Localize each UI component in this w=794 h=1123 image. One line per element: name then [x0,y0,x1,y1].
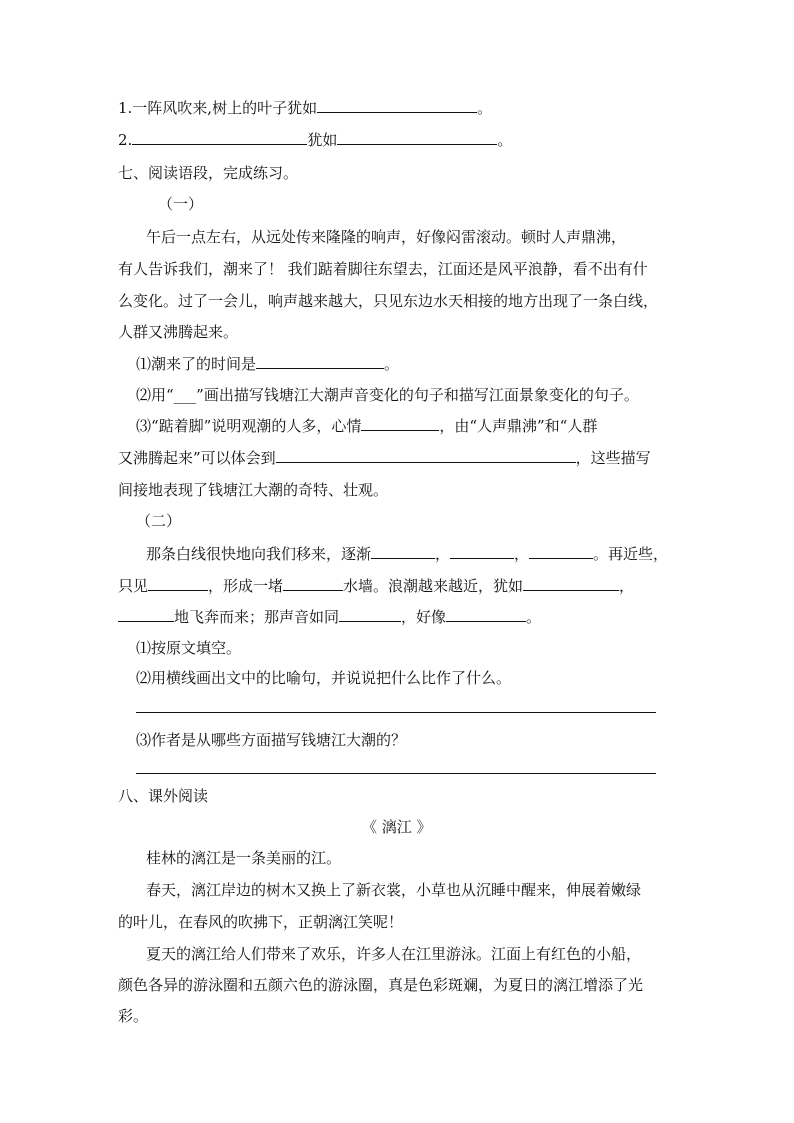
answer-blank[interactable] [361,416,439,431]
part-1-question-3-end: 间接地表现了钱塘江大潮的奇特、壮观。 [118,481,389,499]
reading-line: 桂林的漓江是一条美丽的江。 [146,849,342,867]
part-1-label: （一） [158,195,204,213]
reading-line: 颜色各异的游泳圈和五颜六色的游泳圈，真是色彩斑斓，为夏日的漓江增添了光 [118,976,644,994]
part-1-question-3-cont [118,448,651,468]
passage-text: 地飞奔而来；那声音如同 [174,608,340,626]
answer-blank[interactable] [450,544,514,559]
reading-line: 彩。 [118,1007,149,1025]
answer-blank[interactable] [148,576,208,591]
answer-blank[interactable] [118,607,174,622]
passage-text: ，形成一堵 [208,577,284,595]
answer-blank[interactable] [371,544,435,559]
period: 。 [497,131,513,149]
paragraph-line: 午后一点左右，从远处传来隆隆的响声，好像闷雷滚动。顿时人声鼎沸， [146,228,627,246]
question-text: ，这些描写 [575,449,651,467]
passage-text: 水墙。浪潮越来越近，犹如 [343,577,524,595]
answer-blank[interactable] [337,130,497,145]
answer-blank[interactable] [529,544,593,559]
question-text: 又沸腾起来”可以体会到 [118,449,276,467]
part-1-question-2: ⑵用“___”画出描写钱塘江大潮声音变化的句子和描写江面景象变化的句子。 [136,386,639,404]
part-1-question-3 [136,416,597,436]
answer-line[interactable] [136,773,656,774]
comma: ， [619,577,635,595]
answer-blank[interactable] [132,130,307,145]
comma: ， [514,545,530,563]
period: 。 [477,99,493,117]
answer-blank[interactable] [523,576,619,591]
paragraph-line: 有人告诉我们，潮来了！ 我们踮着脚往东望去，江面还是风平浪静，看不出有什 [118,260,648,278]
reading-line: 春天，漓江岸边的树木又换上了新衣裳，小草也从沉睡中醒来，伸展着嫩绿 [146,881,642,899]
part-2-question-3: ⑶作者是从哪些方面描写钱塘江大潮的？ [136,731,407,749]
comma: ， [435,545,451,563]
passage-text: 只见 [118,577,149,595]
answer-blank[interactable] [339,607,401,622]
fill-question-2-number: 2. [118,131,133,149]
part-2-line-2 [118,576,634,596]
question-text: ⑶“踮着脚”说明观潮的人多，心情 [136,417,362,435]
period: 。 [526,608,542,626]
fill-question-1 [118,98,492,118]
fill-question-1-text: 1.一阵风吹来,树上的叶子犹如 [118,99,318,117]
fill-question-2-text: 犹如 [307,131,338,149]
reading-line: 夏天的漓江给人们带来了欢乐，许多人在江里游泳。江面上有红色的小船， [146,945,642,963]
answer-blank[interactable] [276,448,576,463]
paragraph-line: 人群又沸腾起来。 [118,323,239,341]
fill-question-2 [118,130,512,150]
reading-title: 《 漓江 》 [362,818,432,836]
answer-line[interactable] [136,712,656,713]
part-2-question-1: ⑴按原文填空。 [136,639,242,657]
passage-text: 那条白线很快地向我们移来，逐渐 [146,545,372,563]
answer-blank[interactable] [283,576,343,591]
passage-text: 。再近些， [593,545,669,563]
question-text: ，由“人声鼎沸”和“人群 [439,417,598,435]
answer-blank[interactable] [446,607,526,622]
answer-blank[interactable] [317,98,477,113]
section-8-heading: 八、课外阅读 [118,787,209,805]
answer-blank[interactable] [256,354,384,369]
part-1-question-1 [136,354,399,374]
passage-text: ，好像 [401,608,447,626]
reading-line: 的叶儿，在春风的吹拂下，正朝漓江笑呢！ [118,913,404,931]
period: 。 [384,355,400,373]
part-2-line-3 [118,607,541,627]
part-2-label: （二） [136,512,182,530]
paragraph-line: 么变化。过了一会儿，响声越来越大，只见东边水天相接的地方出现了一条白线， [118,292,659,310]
part-2-line-1 [146,544,668,564]
question-text: ⑴潮来了的时间是 [136,355,257,373]
section-7-heading: 七、阅读语段，完成练习。 [118,164,299,182]
part-2-question-2: ⑵用横线画出文中的比喻句，并说说把什么比作了什么。 [136,669,512,687]
